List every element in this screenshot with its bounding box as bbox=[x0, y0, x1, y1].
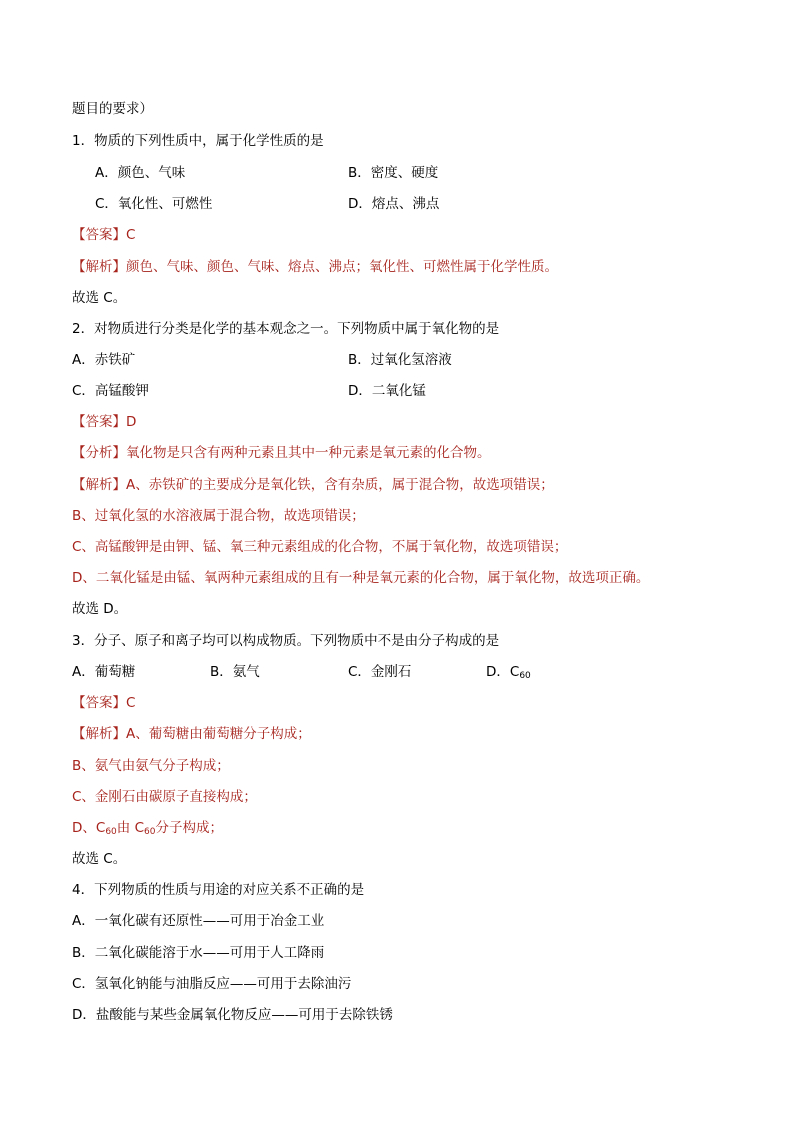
q2-fenxi bbox=[72, 444, 491, 462]
q3-analysis-c: C、金刚石由碳原子直接构成； bbox=[72, 789, 257, 805]
q2-option-c: C．高锰酸钾 bbox=[72, 383, 149, 399]
q3-analysis-a bbox=[72, 725, 311, 743]
answer-tag: 【答案】 bbox=[72, 414, 126, 430]
q1-stem: 1．物质的下列性质中，属于化学性质的是 bbox=[72, 133, 324, 149]
analysis-tag: 【解析】 bbox=[72, 726, 126, 742]
answer-value: C bbox=[126, 227, 136, 243]
q4-option-c: C．氢氧化钠能与油脂反应——可用于去除油污 bbox=[72, 976, 352, 992]
q4-stem: 4．下列物质的性质与用途的对应关系不正确的是 bbox=[72, 882, 365, 898]
q1-option-c: C．氧化性、可燃性 bbox=[95, 196, 213, 212]
q1-option-b: B．密度、硬度 bbox=[348, 165, 439, 181]
q2-analysis-a bbox=[72, 476, 554, 494]
fenxi-text: 氧化物是只含有两种元素且其中一种元素是氧元素的化合物。 bbox=[126, 445, 491, 461]
q2-stem: 2．对物质进行分类是化学的基本观念之一。下列物质中属于氧化物的是 bbox=[72, 321, 500, 337]
q3-option-b: B．氨气 bbox=[210, 664, 260, 680]
answer-value: C bbox=[126, 695, 136, 711]
analysis-text: 颜色、气味、颜色、气味、熔点、沸点；氧化性、可燃性属于化学性质。 bbox=[126, 259, 558, 275]
q4-option-d: D．盐酸能与某些金属氧化物反应——可用于去除铁锈 bbox=[72, 1007, 393, 1023]
q1-analysis bbox=[72, 258, 558, 276]
answer-tag: 【答案】 bbox=[72, 227, 126, 243]
q4-option-b: B．二氧化碳能溶于水——可用于人工降雨 bbox=[72, 945, 325, 961]
q2-analysis-b: B、过氧化氢的水溶液属于混合物，故选项错误； bbox=[72, 508, 365, 524]
q2-answer bbox=[72, 413, 136, 431]
q2-option-b: B．过氧化氢溶液 bbox=[348, 352, 452, 368]
q3-analysis-d: D、$C_{60}$由 $C_{60}$分子构成； bbox=[72, 820, 223, 837]
q1-option-a: A．颜色、气味 bbox=[95, 165, 186, 181]
answer-value: D bbox=[126, 414, 137, 430]
q3-answer bbox=[72, 694, 135, 712]
analysis-tag: 【解析】 bbox=[72, 259, 126, 275]
fenxi-tag: 【分析】 bbox=[72, 445, 126, 461]
q2-conclusion: 故选 D。 bbox=[72, 601, 128, 617]
q2-option-d: D．二氧化锰 bbox=[348, 383, 426, 399]
q1-answer bbox=[72, 226, 135, 244]
q2-option-a: A．赤铁矿 bbox=[72, 352, 136, 368]
intro-text: 题目的要求） bbox=[72, 101, 153, 117]
q1-option-d: D．熔点、沸点 bbox=[348, 196, 440, 212]
analysis-text: A、赤铁矿的主要成分是氧化铁，含有杂质，属于混合物，故选项错误； bbox=[126, 477, 554, 493]
q3-option-d: D．$C_{60}$ bbox=[486, 664, 531, 681]
q4-option-a: A．一氧化碳有还原性——可用于冶金工业 bbox=[72, 913, 325, 929]
q3-option-c: C．金刚石 bbox=[348, 664, 412, 680]
answer-tag: 【答案】 bbox=[72, 695, 126, 711]
q1-conclusion: 故选 C。 bbox=[72, 290, 127, 306]
q3-option-a: A．葡萄糖 bbox=[72, 664, 136, 680]
q2-analysis-c: C、高锰酸钾是由钾、锰、氧三种元素组成的化合物，不属于氧化物，故选项错误； bbox=[72, 539, 568, 555]
q3-conclusion: 故选 C。 bbox=[72, 851, 127, 867]
analysis-text: A、葡萄糖由葡萄糖分子构成； bbox=[126, 726, 311, 742]
q3-analysis-b: B、氨气由氨气分子构成； bbox=[72, 758, 230, 774]
q2-analysis-d: D、二氧化锰是由锰、氧两种元素组成的且有一种是氧元素的化合物，属于氧化物，故选项正确。 bbox=[72, 570, 650, 586]
q3-stem: 3．分子、原子和离子均可以构成物质。下列物质中不是由分子构成的是 bbox=[72, 633, 500, 649]
analysis-tag: 【解析】 bbox=[72, 477, 126, 493]
